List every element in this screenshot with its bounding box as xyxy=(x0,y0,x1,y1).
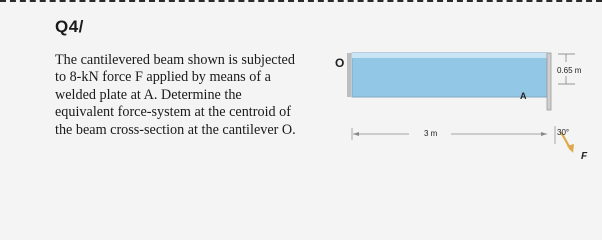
question-number: Q4/ xyxy=(55,17,84,36)
wall-support xyxy=(347,53,351,97)
dim-height-label: 0.65 m xyxy=(557,66,582,75)
dim-length-right-arrow xyxy=(541,132,547,136)
problem-line-5: the beam cross-section at the cantilever O. xyxy=(55,121,296,138)
cantilever-beam-figure xyxy=(325,40,602,192)
beam-diagram xyxy=(325,40,602,192)
dim-length-left-arrow xyxy=(353,132,359,136)
dim-length-label: 3 m xyxy=(424,129,438,138)
welded-plate xyxy=(547,53,551,110)
problem-line-1: The cantilevered beam shown is subjected xyxy=(55,52,295,68)
point-o-label: O xyxy=(335,56,345,70)
problem-line-3: welded plate at A. Determine the xyxy=(55,86,242,103)
beam-body xyxy=(352,53,547,97)
point-a-label: A xyxy=(520,91,527,101)
problem-statement xyxy=(55,52,325,139)
problem-line-2: to 8-kN force F applied by means of a xyxy=(55,69,271,86)
beam-top-face xyxy=(352,53,547,58)
problem-line-4: equivalent force-system at the centroid of xyxy=(55,104,291,121)
dashed-top-rule xyxy=(0,0,602,2)
force-f-label: F xyxy=(581,151,588,162)
angle-label: 30° xyxy=(557,128,570,137)
